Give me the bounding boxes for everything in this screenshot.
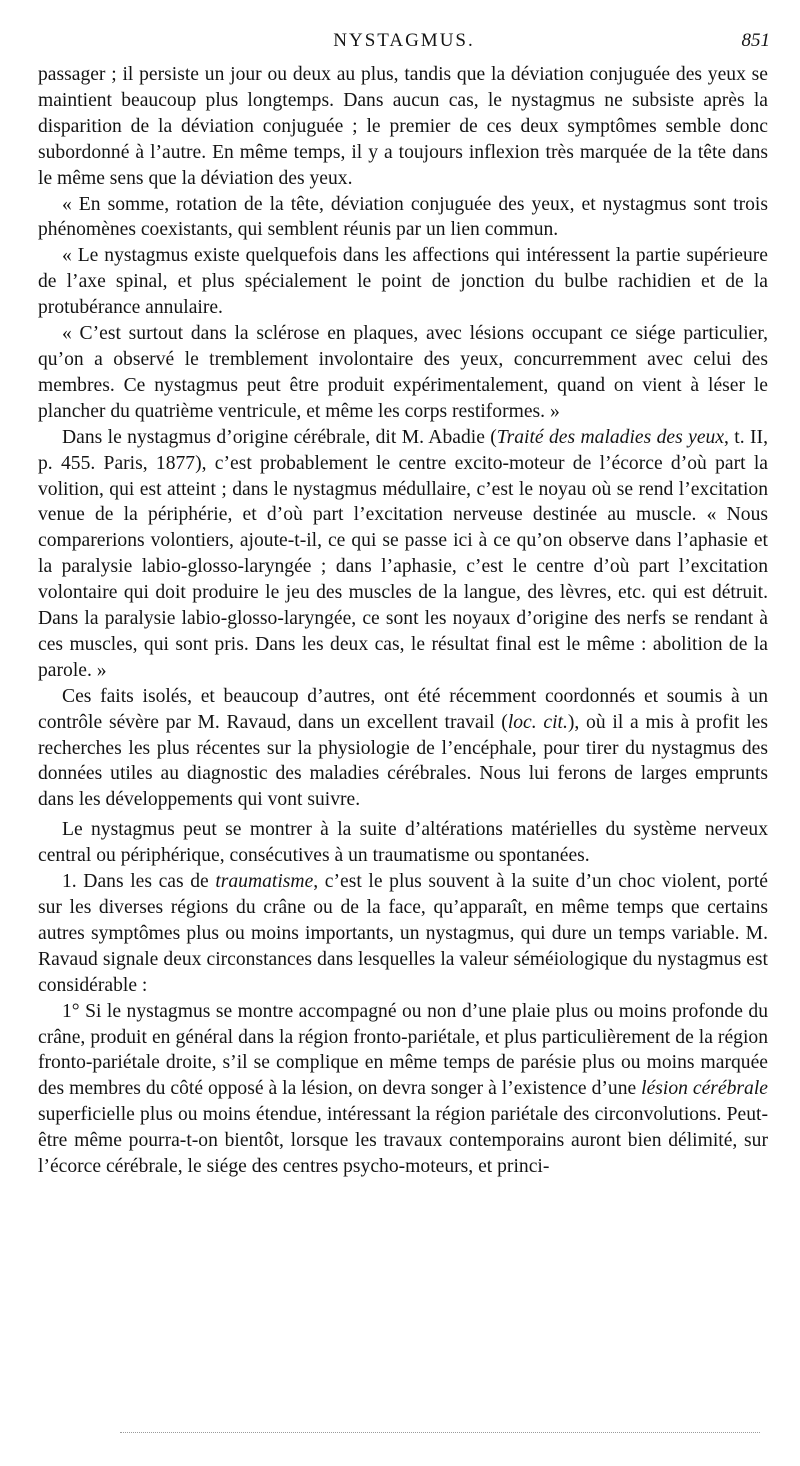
book-title-italic: Traité des maladies des yeux bbox=[496, 426, 725, 448]
page-number: 851 bbox=[741, 30, 770, 51]
page-header bbox=[38, 30, 770, 56]
running-title: NYSTAGMUS. bbox=[333, 30, 475, 51]
body-text bbox=[38, 62, 768, 1180]
lesion-term-italic: lésion cérébrale bbox=[641, 1078, 768, 1100]
paragraph-continued: passager ; il persiste un jour ou deux au plus, tandis que la déviation conjuguée des yeux se maintient beaucoup plus longtemps. Dans aucun cas, le nystagmus ne subsiste après la disparition de la déviation conjuguée ; le premier de ces deux symptômes semble donc subordonné à l’autre. En même temps, il y a toujours inflexion très marquée de la tête dans le même sens que la déviation des yeux. bbox=[38, 64, 768, 189]
paragraph-first-circumstance: 1° Si le nystagmus se montre accompagné ou non d’une plaie plus ou moins profonde du crâne, produit en général dans la région fronto-pariétale, et plus particulièrement de la région fronto-pariétale droite, s’il se complique en même temps de parésie plus ou moins marquée des membres du côté opposé à la lésion, on devra songer à l’existence d’une lésion cérébrale superficielle plus ou moins étendue, intéressant la région pariétale des circonvolutions. Peut-être même pourra-t-on bientôt, lorsque les travaux contemporains auront bien délimité, sur l’écorce cérébrale, le siége des centres psycho-moteurs, et princi- bbox=[38, 1000, 768, 1178]
term-italic: traumatisme bbox=[215, 871, 314, 893]
paragraph-quote-summary: « En somme, rotation de la tête, déviation conjuguée des yeux, et nystagmus sont trois phénomènes coexistants, qui semblent réunis par un lien commun. bbox=[38, 193, 768, 241]
paragraph-ravaud: Ces faits isolés, et beaucoup d’autres, ont été récemment coordonnés et soumis à un contrôle sévère par M. Ravaud, dans un excellent travail (loc. cit.), où il a mis à profit les recherches les plus récentes sur la physiologie de l’encéphale, pour tirer du nystagmus des données utiles au diagnostic des maladies cérébrales. Nous lui ferons de larges emprunts dans les développements qui vont suivre. bbox=[38, 685, 768, 811]
paragraph-traumatism: 1. Dans les cas de traumatisme, c’est le plus souvent à la suite d’un choc violent, porté sur les diverses régions du crâne ou de la face, qu’apparaît, en même temps que certains autres symptômes plus ou moins importants, un nystagmus, qui dure un temps variable. M. Ravaud signale deux circonstances dans lesquelles la valeur séméiologique du nystagmus est considérable : bbox=[38, 871, 768, 996]
citation-italic: loc. cit. bbox=[507, 711, 568, 733]
paragraph-origins: Le nystagmus peut se montrer à la suite d’altérations matérielles du système nerveux central ou périphérique, consécutives à un traumatisme ou spontanées. bbox=[38, 819, 768, 867]
paragraph-quote-spinal: « Le nystagmus existe quelquefois dans les affections qui intéressent la partie supérieure de l’axe spinal, et plus spécialement le point de jonction du bulbe rachidien et de la protubérance annulaire. bbox=[38, 245, 768, 319]
paragraph-quote-sclerosis: « C’est surtout dans la sclérose en plaques, avec lésions occupant ce siége particulier, qu’on a observé le tremblement involontaire des yeux, concurremment avec celui des membres. Ce nystagmus peut être produit expérimentalement, quand on vient à léser le plancher du quatrième ventricule, et même les corps restiformes. » bbox=[38, 323, 768, 422]
footer-rule bbox=[120, 1432, 760, 1433]
paragraph-abadie: Dans le nystagmus d’origine cérébrale, dit M. Abadie (Traité des maladies des yeux, t. II, p. 455. Paris, 1877), c’est probablement le centre excito-moteur de l’écorce d’où part la volition, qui est atteint ; dans le nystagmus médullaire, c’est le noyau où se rend l’excitation venue de la périphérie, et d’où part l’excitation nerveuse destinée au muscle. « Nous comparerions volontiers, ajoute-t-il, ce qui se passe ici à ce qu’on observe dans l’aphasie et la paralysie labio-glosso-laryngée ; dans l’aphasie, c’est le centre d’où part l’excitation volontaire qui doit produire le jeu des muscles de la langue, des lèvres, etc. qui est détruit. Dans la paralysie labio-glosso-laryngée, ce sont les noyaux d’origine des nerfs se rendant à ces muscles, qui sont pris. Dans les deux cas, le résultat final est le même : abolition de la parole. » bbox=[38, 426, 768, 681]
